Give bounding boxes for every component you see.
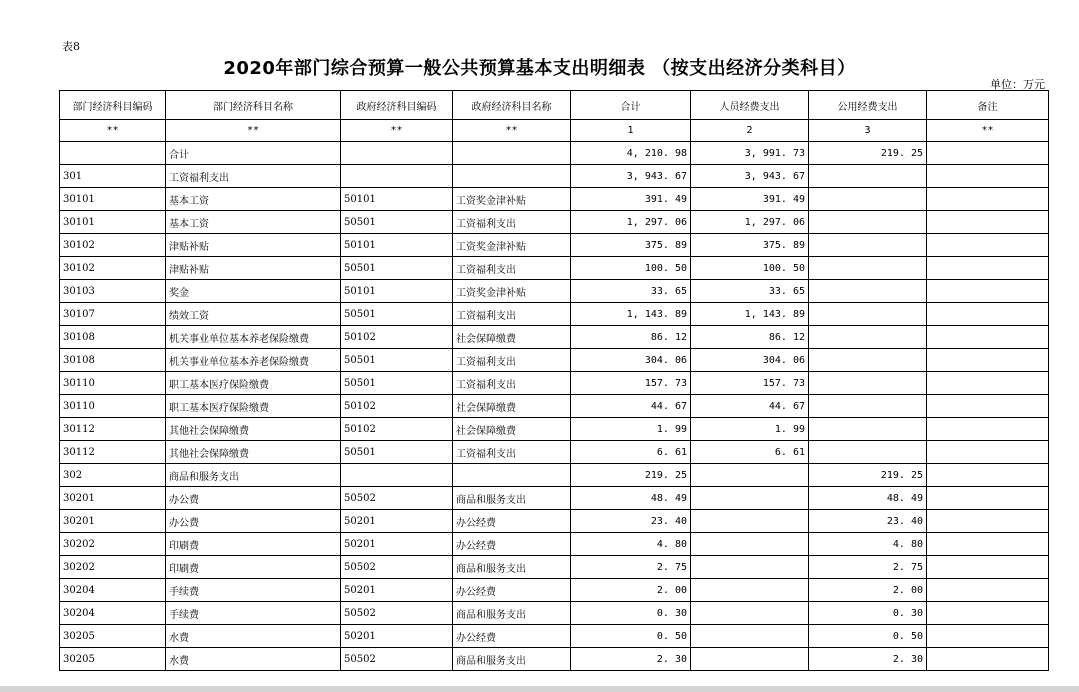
dept-name-cell: 办公费 — [166, 510, 341, 533]
dept-name-cell: 职工基本医疗保险缴费 — [166, 395, 341, 418]
table-row — [60, 372, 1049, 395]
personnel-cell — [691, 602, 809, 625]
dept-name-cell: 商品和服务支出 — [166, 464, 341, 487]
table-row — [60, 165, 1049, 188]
dept-name-cell: 水费 — [166, 648, 341, 671]
public-cell — [809, 441, 927, 464]
personnel-cell: 1. 99 — [691, 418, 809, 441]
note-cell — [927, 395, 1049, 418]
gov-code-cell: 50501 — [341, 441, 453, 464]
dept-name-cell: 机关事业单位基本养老保险缴费 — [166, 349, 341, 372]
public-cell — [809, 395, 927, 418]
dept-name-cell: 奖金 — [166, 280, 341, 303]
gov-name-cell: 工资奖金津补贴 — [453, 188, 571, 211]
note-cell — [927, 303, 1049, 326]
dept-name-cell: 机关事业单位基本养老保险缴费 — [166, 326, 341, 349]
personnel-cell — [691, 464, 809, 487]
total-cell: 219. 25 — [571, 464, 691, 487]
gov-code-cell: 50102 — [341, 418, 453, 441]
column-index: 1 — [571, 120, 691, 142]
dept-code-cell: 30110 — [60, 395, 166, 418]
dept-code-cell: 30101 — [60, 211, 166, 234]
table-row — [60, 418, 1049, 441]
dept-name-cell: 办公费 — [166, 487, 341, 510]
public-cell — [809, 234, 927, 257]
gov-name-cell: 商品和服务支出 — [453, 487, 571, 510]
dept-code-cell: 30101 — [60, 188, 166, 211]
gov-code-cell — [341, 165, 453, 188]
table-row — [60, 326, 1049, 349]
dept-code-cell: 30102 — [60, 257, 166, 280]
table-row — [60, 579, 1049, 602]
dept-name-cell: 基本工资 — [166, 188, 341, 211]
dept-code-cell: 30204 — [60, 579, 166, 602]
column-header: 政府经济科目编码 — [341, 91, 453, 120]
total-cell: 1, 143. 89 — [571, 303, 691, 326]
total-cell: 2. 00 — [571, 579, 691, 602]
column-header: 政府经济科目名称 — [453, 91, 571, 120]
total-cell: 304. 06 — [571, 349, 691, 372]
total-cell: 391. 49 — [571, 188, 691, 211]
total-cell: 100. 50 — [571, 257, 691, 280]
note-cell — [927, 648, 1049, 671]
table-row — [60, 142, 1049, 165]
public-cell: 219. 25 — [809, 464, 927, 487]
note-cell — [927, 349, 1049, 372]
personnel-cell: 33. 65 — [691, 280, 809, 303]
dept-code-cell: 30112 — [60, 418, 166, 441]
dept-name-cell: 印刷费 — [166, 556, 341, 579]
gov-code-cell: 50502 — [341, 648, 453, 671]
table-row — [60, 188, 1049, 211]
column-index: ** — [453, 120, 571, 142]
column-header: 部门经济科目名称 — [166, 91, 341, 120]
gov-name-cell: 社会保障缴费 — [453, 418, 571, 441]
dept-code-cell: 30204 — [60, 602, 166, 625]
note-cell — [927, 188, 1049, 211]
dept-name-cell: 印刷费 — [166, 533, 341, 556]
gov-code-cell: 50501 — [341, 211, 453, 234]
note-cell — [927, 326, 1049, 349]
dept-code-cell: 30201 — [60, 510, 166, 533]
dept-name-cell: 其他社会保障缴费 — [166, 418, 341, 441]
gov-name-cell: 工资福利支出 — [453, 441, 571, 464]
column-header: 人员经费支出 — [691, 91, 809, 120]
expenditure-table — [59, 90, 1049, 671]
personnel-cell — [691, 579, 809, 602]
page-title: 2020年部门综合预算一般公共预算基本支出明细表 （按支出经济分类科目） — [223, 58, 856, 79]
gov-code-cell: 50101 — [341, 280, 453, 303]
gov-code-cell: 50201 — [341, 579, 453, 602]
total-cell: 23. 40 — [571, 510, 691, 533]
personnel-cell: 304. 06 — [691, 349, 809, 372]
column-index: ** — [927, 120, 1049, 142]
column-header: 公用经费支出 — [809, 91, 927, 120]
table-body — [60, 142, 1049, 671]
public-cell: 2. 00 — [809, 579, 927, 602]
column-header: 部门经济科目编码 — [60, 91, 166, 120]
dept-name-cell: 合计 — [166, 142, 341, 165]
personnel-cell: 1, 297. 06 — [691, 211, 809, 234]
personnel-cell: 391. 49 — [691, 188, 809, 211]
dept-code-cell: 301 — [60, 165, 166, 188]
public-cell — [809, 303, 927, 326]
table-row — [60, 648, 1049, 671]
gov-name-cell — [453, 165, 571, 188]
gov-code-cell: 50501 — [341, 349, 453, 372]
personnel-cell: 44. 67 — [691, 395, 809, 418]
public-cell: 0. 50 — [809, 625, 927, 648]
public-cell — [809, 165, 927, 188]
note-cell — [927, 257, 1049, 280]
personnel-cell: 375. 89 — [691, 234, 809, 257]
public-cell — [809, 188, 927, 211]
gov-name-cell: 社会保障缴费 — [453, 395, 571, 418]
gov-name-cell: 商品和服务支出 — [453, 556, 571, 579]
public-cell: 4. 80 — [809, 533, 927, 556]
dept-code-cell: 30202 — [60, 533, 166, 556]
table-row — [60, 257, 1049, 280]
gov-code-cell — [341, 142, 453, 165]
table-row — [60, 510, 1049, 533]
public-cell: 2. 75 — [809, 556, 927, 579]
gov-code-cell — [341, 464, 453, 487]
dept-name-cell: 其他社会保障缴费 — [166, 441, 341, 464]
public-cell — [809, 349, 927, 372]
table-row — [60, 464, 1049, 487]
gov-name-cell: 社会保障缴费 — [453, 326, 571, 349]
public-cell: 23. 40 — [809, 510, 927, 533]
gov-code-cell: 50201 — [341, 625, 453, 648]
total-cell: 3, 943. 67 — [571, 165, 691, 188]
note-cell — [927, 625, 1049, 648]
total-cell: 0. 30 — [571, 602, 691, 625]
personnel-cell — [691, 533, 809, 556]
note-cell — [927, 464, 1049, 487]
dept-name-cell: 职工基本医疗保险缴费 — [166, 372, 341, 395]
dept-code-cell: 30205 — [60, 625, 166, 648]
gov-name-cell: 商品和服务支出 — [453, 648, 571, 671]
dept-code-cell: 30201 — [60, 487, 166, 510]
public-cell — [809, 326, 927, 349]
table-row — [60, 602, 1049, 625]
total-cell: 33. 65 — [571, 280, 691, 303]
dept-name-cell: 水费 — [166, 625, 341, 648]
note-cell — [927, 142, 1049, 165]
gov-code-cell: 50101 — [341, 234, 453, 257]
page-bottom-edge — [0, 686, 1079, 692]
personnel-cell: 157. 73 — [691, 372, 809, 395]
dept-name-cell: 津贴补贴 — [166, 257, 341, 280]
column-index-row — [60, 120, 1049, 142]
total-cell: 1. 99 — [571, 418, 691, 441]
dept-name-cell: 手续费 — [166, 602, 341, 625]
personnel-cell: 86. 12 — [691, 326, 809, 349]
gov-name-cell: 工资福利支出 — [453, 372, 571, 395]
gov-code-cell: 50201 — [341, 510, 453, 533]
column-index: 3 — [809, 120, 927, 142]
gov-code-cell: 50101 — [341, 188, 453, 211]
dept-code-cell: 30102 — [60, 234, 166, 257]
column-index: ** — [60, 120, 166, 142]
public-cell — [809, 211, 927, 234]
personnel-cell: 6. 61 — [691, 441, 809, 464]
column-index: ** — [341, 120, 453, 142]
public-cell — [809, 280, 927, 303]
gov-name-cell: 工资福利支出 — [453, 257, 571, 280]
personnel-cell — [691, 487, 809, 510]
gov-code-cell: 50501 — [341, 257, 453, 280]
table-row — [60, 349, 1049, 372]
table-row — [60, 487, 1049, 510]
table-row — [60, 234, 1049, 257]
column-index: ** — [166, 120, 341, 142]
unit-label: 单位：万元 — [990, 78, 1045, 91]
dept-code-cell: 302 — [60, 464, 166, 487]
total-cell: 48. 49 — [571, 487, 691, 510]
total-cell: 375. 89 — [571, 234, 691, 257]
gov-name-cell — [453, 142, 571, 165]
personnel-cell: 1, 143. 89 — [691, 303, 809, 326]
public-cell: 0. 30 — [809, 602, 927, 625]
note-cell — [927, 165, 1049, 188]
dept-name-cell: 基本工资 — [166, 211, 341, 234]
table-row — [60, 211, 1049, 234]
column-header-row — [60, 91, 1049, 120]
gov-name-cell: 工资奖金津补贴 — [453, 234, 571, 257]
note-cell — [927, 418, 1049, 441]
dept-code-cell — [60, 142, 166, 165]
note-cell — [927, 579, 1049, 602]
gov-name-cell: 办公经费 — [453, 510, 571, 533]
dept-code-cell: 30107 — [60, 303, 166, 326]
gov-code-cell: 50501 — [341, 372, 453, 395]
table-number: 表8 — [62, 40, 80, 53]
public-cell: 2. 30 — [809, 648, 927, 671]
dept-code-cell: 30112 — [60, 441, 166, 464]
gov-code-cell: 50501 — [341, 303, 453, 326]
dept-code-cell: 30108 — [60, 349, 166, 372]
personnel-cell: 100. 50 — [691, 257, 809, 280]
dept-code-cell: 30202 — [60, 556, 166, 579]
gov-code-cell: 50201 — [341, 533, 453, 556]
note-cell — [927, 556, 1049, 579]
note-cell — [927, 280, 1049, 303]
note-cell — [927, 533, 1049, 556]
dept-name-cell: 手续费 — [166, 579, 341, 602]
personnel-cell: 3, 943. 67 — [691, 165, 809, 188]
gov-code-cell: 50502 — [341, 602, 453, 625]
public-cell: 219. 25 — [809, 142, 927, 165]
note-cell — [927, 487, 1049, 510]
gov-code-cell: 50502 — [341, 487, 453, 510]
dept-code-cell: 30108 — [60, 326, 166, 349]
dept-code-cell: 30103 — [60, 280, 166, 303]
personnel-cell — [691, 625, 809, 648]
total-cell: 2. 75 — [571, 556, 691, 579]
public-cell: 48. 49 — [809, 487, 927, 510]
public-cell — [809, 418, 927, 441]
total-cell: 1, 297. 06 — [571, 211, 691, 234]
column-index: 2 — [691, 120, 809, 142]
personnel-cell: 3, 991. 73 — [691, 142, 809, 165]
gov-name-cell: 工资福利支出 — [453, 349, 571, 372]
personnel-cell — [691, 556, 809, 579]
dept-code-cell: 30110 — [60, 372, 166, 395]
table-row — [60, 625, 1049, 648]
dept-name-cell: 绩效工资 — [166, 303, 341, 326]
table-row — [60, 533, 1049, 556]
note-cell — [927, 234, 1049, 257]
note-cell — [927, 441, 1049, 464]
note-cell — [927, 211, 1049, 234]
personnel-cell — [691, 510, 809, 533]
total-cell: 4, 210. 98 — [571, 142, 691, 165]
note-cell — [927, 602, 1049, 625]
gov-name-cell: 商品和服务支出 — [453, 602, 571, 625]
table-row — [60, 303, 1049, 326]
total-cell: 2. 30 — [571, 648, 691, 671]
total-cell: 0. 50 — [571, 625, 691, 648]
table-row — [60, 441, 1049, 464]
table-row — [60, 280, 1049, 303]
public-cell — [809, 372, 927, 395]
total-cell: 86. 12 — [571, 326, 691, 349]
table-row — [60, 395, 1049, 418]
public-cell — [809, 257, 927, 280]
table-row — [60, 556, 1049, 579]
dept-name-cell: 工资福利支出 — [166, 165, 341, 188]
gov-name-cell: 办公经费 — [453, 533, 571, 556]
gov-code-cell: 50502 — [341, 556, 453, 579]
dept-name-cell: 津贴补贴 — [166, 234, 341, 257]
total-cell: 44. 67 — [571, 395, 691, 418]
gov-name-cell — [453, 464, 571, 487]
note-cell — [927, 510, 1049, 533]
gov-code-cell: 50102 — [341, 395, 453, 418]
column-header: 合计 — [571, 91, 691, 120]
personnel-cell — [691, 648, 809, 671]
total-cell: 157. 73 — [571, 372, 691, 395]
column-header: 备注 — [927, 91, 1049, 120]
note-cell — [927, 372, 1049, 395]
total-cell: 6. 61 — [571, 441, 691, 464]
dept-code-cell: 30205 — [60, 648, 166, 671]
gov-code-cell: 50102 — [341, 326, 453, 349]
gov-name-cell: 办公经费 — [453, 625, 571, 648]
gov-name-cell: 工资福利支出 — [453, 303, 571, 326]
gov-name-cell: 工资福利支出 — [453, 211, 571, 234]
gov-name-cell: 办公经费 — [453, 579, 571, 602]
gov-name-cell: 工资奖金津补贴 — [453, 280, 571, 303]
total-cell: 4. 80 — [571, 533, 691, 556]
